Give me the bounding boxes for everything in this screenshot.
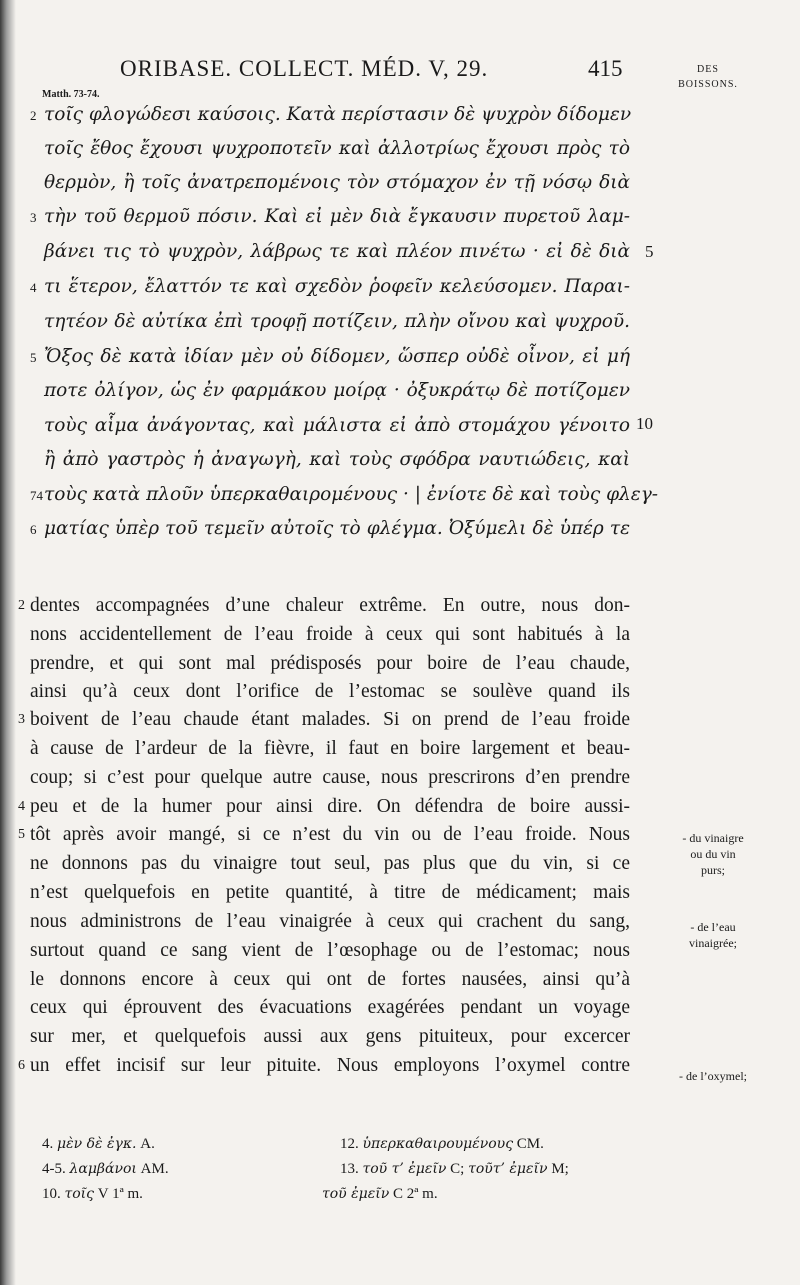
greek-line-text: ματίας ὑπὲρ τοῦ τεμεῖν αὐτοῖς τὸ φλέγμα. Ὀξύμελι δὲ ὑπέρ τε xyxy=(44,518,630,539)
french-line xyxy=(18,734,630,764)
french-line xyxy=(18,993,630,1023)
greek-line-text: τοὺς αἷμα ἀνάγοντας, καὶ μάλιστα εἰ ἀπὸ στομάχου γένοιτο xyxy=(44,415,630,436)
side-note-line: vinaigrée; xyxy=(689,936,737,950)
footnote-reading: τοῦ ἐμεῖν xyxy=(322,1186,390,1202)
greek-line xyxy=(30,98,630,132)
side-heading-line: DES xyxy=(697,64,719,75)
french-line xyxy=(18,792,630,822)
french-line-text: sur mer, et quelquefois aussi aux gens pituiteux, pour excercer xyxy=(30,1026,630,1047)
footnote-reading: ὑπερκαθαιρουμένους xyxy=(362,1136,514,1152)
greek-line xyxy=(30,478,659,512)
french-line-text: coup; si c’est pour quelque autre cause, nous prescrirons d’en prendre xyxy=(30,767,630,788)
footnote-reading: τοῦτ’ ἐμεῖν xyxy=(468,1161,548,1177)
footnote xyxy=(42,1186,143,1203)
french-line xyxy=(18,907,630,937)
line-section-number: 2 xyxy=(18,598,25,613)
french-line xyxy=(18,965,630,995)
french-line xyxy=(18,677,630,707)
french-line xyxy=(18,820,630,850)
greek-line xyxy=(30,166,630,200)
greek-line xyxy=(30,270,630,304)
french-line xyxy=(18,1022,630,1052)
line-section-number: 74 xyxy=(30,488,43,503)
line-section-number: 3 xyxy=(30,210,37,225)
french-line-text: un effet incisif sur leur pituite. Nous employons l’oxymel contre xyxy=(30,1055,630,1076)
french-line-text: prendre, et qui sont mal prédisposés pour boire de l’eau chaude, xyxy=(30,653,630,674)
greek-line xyxy=(30,132,630,166)
french-line-text: nous administrons de l’eau vinaigrée à ceux qui crachent du sang, xyxy=(30,911,630,932)
footnote xyxy=(322,1186,438,1203)
footnote-number: 4-5. xyxy=(42,1161,66,1177)
side-note-line: - de l’oxymel; xyxy=(679,1069,747,1083)
french-line-text: dentes accompagnées d’une chaleur extrême. En outre, nous don- xyxy=(30,595,630,616)
side-note-eau-vinaigree xyxy=(660,919,766,951)
greek-line xyxy=(30,374,630,408)
side-note-line: ou du vin xyxy=(690,847,736,861)
side-note-line: purs; xyxy=(701,863,725,877)
french-line xyxy=(18,705,630,735)
footnote xyxy=(340,1161,569,1178)
greek-line-text: τοῖς ἔθος ἔχουσι ψυχροποτεῖν καὶ ἀλλοτρίως ἔχουσι πρὸς τὸ xyxy=(44,138,630,159)
page-number: 415 xyxy=(588,56,623,81)
footnote xyxy=(42,1161,169,1178)
footnote-number: 13. xyxy=(340,1161,359,1177)
french-line xyxy=(18,1051,630,1081)
footnote-sigla: V 1ª m. xyxy=(97,1186,143,1202)
line-section-number: 5 xyxy=(18,827,25,842)
french-line-text: le donnons encore à ceux qui ont de fortes nausées, ainsi qu’à xyxy=(30,969,630,990)
greek-line-text: ποτε ὀλίγον, ὡς ἐν φαρμάκου μοίρᾳ · ὀξυκράτῳ δὲ ποτίζομεν xyxy=(44,380,630,401)
greek-line-text: τοὺς κατὰ πλοῦν ὑπερκαθαιρομένους · | ἐνίοτε δὲ καὶ τοὺς φλεγ- xyxy=(44,484,659,505)
greek-line xyxy=(30,443,630,477)
side-note-oxymel xyxy=(660,1068,766,1084)
line-section-number: 6 xyxy=(18,1058,25,1073)
french-line xyxy=(18,849,630,879)
french-line-text: ne donnons pas du vinaigre tout seul, pas plus que du vin, si ce xyxy=(30,853,630,874)
greek-line xyxy=(30,409,630,443)
footnote-sigla: M; xyxy=(551,1161,569,1177)
french-line-text: boivent de l’eau chaude étant malades. Si on prend de l’eau froide xyxy=(30,709,630,730)
french-line-text: tôt après avoir mangé, si ce n’est du vin ou de l’eau froide. Nous xyxy=(30,824,630,845)
french-line-text: peu et de la humer pour ainsi dire. On défendra de boire aussi- xyxy=(30,796,630,817)
greek-line-counter: 10 xyxy=(636,414,653,433)
footnote-number: 10. xyxy=(42,1186,61,1202)
footnote xyxy=(340,1136,544,1153)
line-section-number: 3 xyxy=(18,712,25,727)
footnote xyxy=(42,1136,155,1153)
french-line xyxy=(18,763,630,793)
side-heading xyxy=(676,62,740,92)
side-heading-line: BOISSONS. xyxy=(678,79,738,90)
greek-line xyxy=(30,512,630,546)
french-line xyxy=(18,878,630,908)
french-line-text: nons accidentellement de l’eau froide à ceux qui sont habitués à la xyxy=(30,624,630,645)
side-note-line: - de l’eau xyxy=(690,920,736,934)
greek-line-counter: 5 xyxy=(645,242,654,261)
french-line-text: ceux qui éprouvent des évacuations exagérées pendant un voyage xyxy=(30,997,630,1018)
footnote-number: 12. xyxy=(340,1136,359,1152)
french-line xyxy=(18,649,630,679)
line-section-number: 4 xyxy=(30,280,37,295)
footnote-number: 4. xyxy=(42,1136,54,1152)
greek-line xyxy=(30,200,630,234)
footnote-sigla: C; xyxy=(450,1161,465,1177)
side-note-line: - du vinaigre xyxy=(682,831,744,845)
greek-line-text: Ὄξος δὲ κατὰ ἰδίαν μὲν οὐ δίδομεν, ὥσπερ οὐδὲ οἶνον, εἰ μή xyxy=(44,346,630,367)
line-section-number: 4 xyxy=(18,799,25,814)
footnote-reading: μὲν δὲ ἐγκ. xyxy=(57,1136,137,1152)
footnote-reading: λαμβάνοι xyxy=(69,1161,137,1177)
greek-line xyxy=(30,235,630,269)
greek-line-text: θερμὸν, ἢ τοῖς ἀνατρεπομένοις τὸν στόμαχον ἐν τῇ νόσῳ διὰ xyxy=(44,172,630,193)
french-line-text: surtout quand ce sang vient de l’œsophage ou de l’estomac; nous xyxy=(30,940,630,961)
french-line xyxy=(18,591,630,621)
line-section-number: 5 xyxy=(30,350,37,365)
greek-line-text: τοῖς φλογώδεσι καύσοις. Κατὰ περίστασιν δὲ ψυχρὸν δίδομεν xyxy=(44,104,632,125)
greek-line-text: βάνει τις τὸ ψυχρὸν, λάβρως τε καὶ πλέον πινέτω · εἰ δὲ διὰ xyxy=(44,241,630,262)
french-line-text: à cause de l’ardeur de la fièvre, il faut en boire largement et beau- xyxy=(30,738,630,759)
running-title: ORIBASE. COLLECT. MÉD. V, 29. xyxy=(120,56,489,81)
french-line xyxy=(18,620,630,650)
matthaei-reference: Matth. 73-74. xyxy=(42,89,100,100)
footnote-sigla: CM. xyxy=(516,1136,544,1152)
greek-line xyxy=(30,305,630,339)
greek-line-text: τὴν τοῦ θερμοῦ πόσιν. Καὶ εἰ μὲν διὰ ἔγκαυσιν πυρετοῦ λαμ- xyxy=(44,206,630,227)
greek-line-text: ἢ ἀπὸ γαστρὸς ἡ ἀναγωγὴ, καὶ τοὺς σφόδρα ναυτιώδεις, καὶ xyxy=(44,449,630,470)
greek-line-text: τητέον δὲ αὐτίκα ἐπὶ τροφῇ ποτίζειν, πλὴν οἴνου καὶ ψυχροῦ. xyxy=(44,311,630,332)
french-line-text: ainsi qu’à ceux dont l’orifice de l’estomac se soulève quand ils xyxy=(30,681,630,702)
greek-line xyxy=(30,340,630,374)
french-line xyxy=(18,936,630,966)
footnote-reading: τοῖς xyxy=(64,1186,95,1202)
side-note-vinaigre xyxy=(660,830,766,878)
footnote-sigla: AM. xyxy=(140,1161,169,1177)
line-section-number: 2 xyxy=(30,108,37,123)
footnote-reading: τοῦ τ’ ἐμεῖν xyxy=(362,1161,447,1177)
line-section-number: 6 xyxy=(30,522,37,537)
page-binding-shadow xyxy=(0,0,16,1285)
footnote-sigla: A. xyxy=(140,1136,155,1152)
french-line-text: n’est quelquefois en petite quantité, à titre de médicament; mais xyxy=(30,882,630,903)
footnote-sigla: C 2ª m. xyxy=(393,1186,438,1202)
greek-line-text: τι ἕτερον, ἔλαττόν τε καὶ σχεδὸν ῥοφεῖν κελεύσομεν. Παραι- xyxy=(44,276,630,297)
